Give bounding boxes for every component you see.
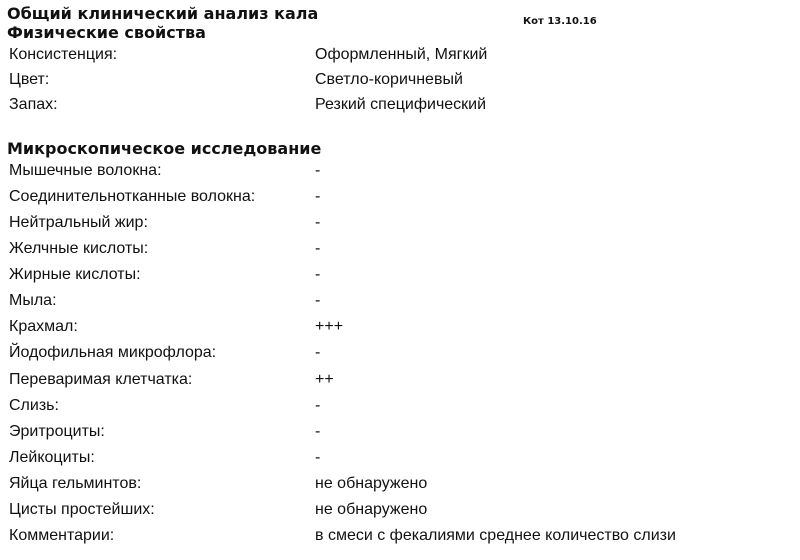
row-value: - <box>315 188 321 205</box>
row-value: - <box>315 449 321 466</box>
row-value: не обнаружено <box>315 475 428 492</box>
micro-row-leukocytes <box>0 445 800 471</box>
row-value: - <box>315 240 321 257</box>
physical-row-smell <box>0 92 800 118</box>
micro-row-comments <box>0 523 800 549</box>
row-value: - <box>315 162 321 179</box>
row-value: в смеси с фекалиями среднее количество слизи <box>315 527 676 544</box>
handwritten-note: Кот 13.10.16 <box>523 16 597 27</box>
row-label: Цисты простейших: <box>9 501 155 518</box>
physical-row-color <box>0 67 800 93</box>
micro-row-mucus <box>0 393 800 419</box>
section-physical-heading: Физические свойства <box>7 23 206 42</box>
row-label: Желчные кислоты: <box>9 240 149 257</box>
row-value: - <box>315 423 321 440</box>
row-label: Слизь: <box>9 397 59 414</box>
section-microscopic-heading: Микроскопическое исследование <box>7 139 322 158</box>
row-label: Йодофильная микрофлора: <box>9 344 217 361</box>
row-label: Соединительнотканные волокна: <box>9 188 256 205</box>
row-value: Резкий специфический <box>315 96 487 113</box>
document-title: Общий клинический анализ кала <box>7 4 319 23</box>
row-value: не обнаружено <box>315 501 428 518</box>
row-label: Цвет: <box>9 71 50 88</box>
row-value: - <box>315 292 321 309</box>
row-label: Жирные кислоты: <box>9 266 141 283</box>
micro-row-erythrocytes <box>0 419 800 445</box>
row-value: - <box>315 214 321 231</box>
row-label: Эритроциты: <box>9 423 105 440</box>
row-label: Консистенция: <box>9 46 118 63</box>
micro-row-soaps <box>0 288 800 314</box>
row-value: ++ <box>315 371 334 388</box>
row-label: Запах: <box>9 96 58 113</box>
row-label: Мышечные волокна: <box>9 162 162 179</box>
row-value: Оформленный, Мягкий <box>315 46 488 63</box>
row-label: Переваримая клетчатка: <box>9 371 193 388</box>
physical-row-consistency <box>0 42 800 68</box>
row-value: - <box>315 397 321 414</box>
row-label: Яйца гельминтов: <box>9 475 142 492</box>
micro-row-helminth-eggs <box>0 471 800 497</box>
micro-row-neutral-fat <box>0 210 800 236</box>
micro-row-starch <box>0 314 800 340</box>
micro-row-fatty-acids <box>0 262 800 288</box>
row-label: Мыла: <box>9 292 57 309</box>
micro-row-iodophilic-flora <box>0 340 800 366</box>
micro-row-muscle-fibers <box>0 158 800 184</box>
row-label: Лейкоциты: <box>9 449 95 466</box>
row-label: Нейтральный жир: <box>9 214 148 231</box>
micro-row-digestible-fiber <box>0 367 800 393</box>
micro-row-connective-fibers <box>0 184 800 210</box>
micro-row-bile-acids <box>0 236 800 262</box>
row-label: Комментарии: <box>9 527 115 544</box>
row-value: - <box>315 266 321 283</box>
row-value: +++ <box>315 318 344 335</box>
micro-row-protozoa-cysts <box>0 497 800 523</box>
row-value: Светло-коричневый <box>315 71 463 88</box>
row-label: Крахмал: <box>9 318 78 335</box>
row-value: - <box>315 344 321 361</box>
